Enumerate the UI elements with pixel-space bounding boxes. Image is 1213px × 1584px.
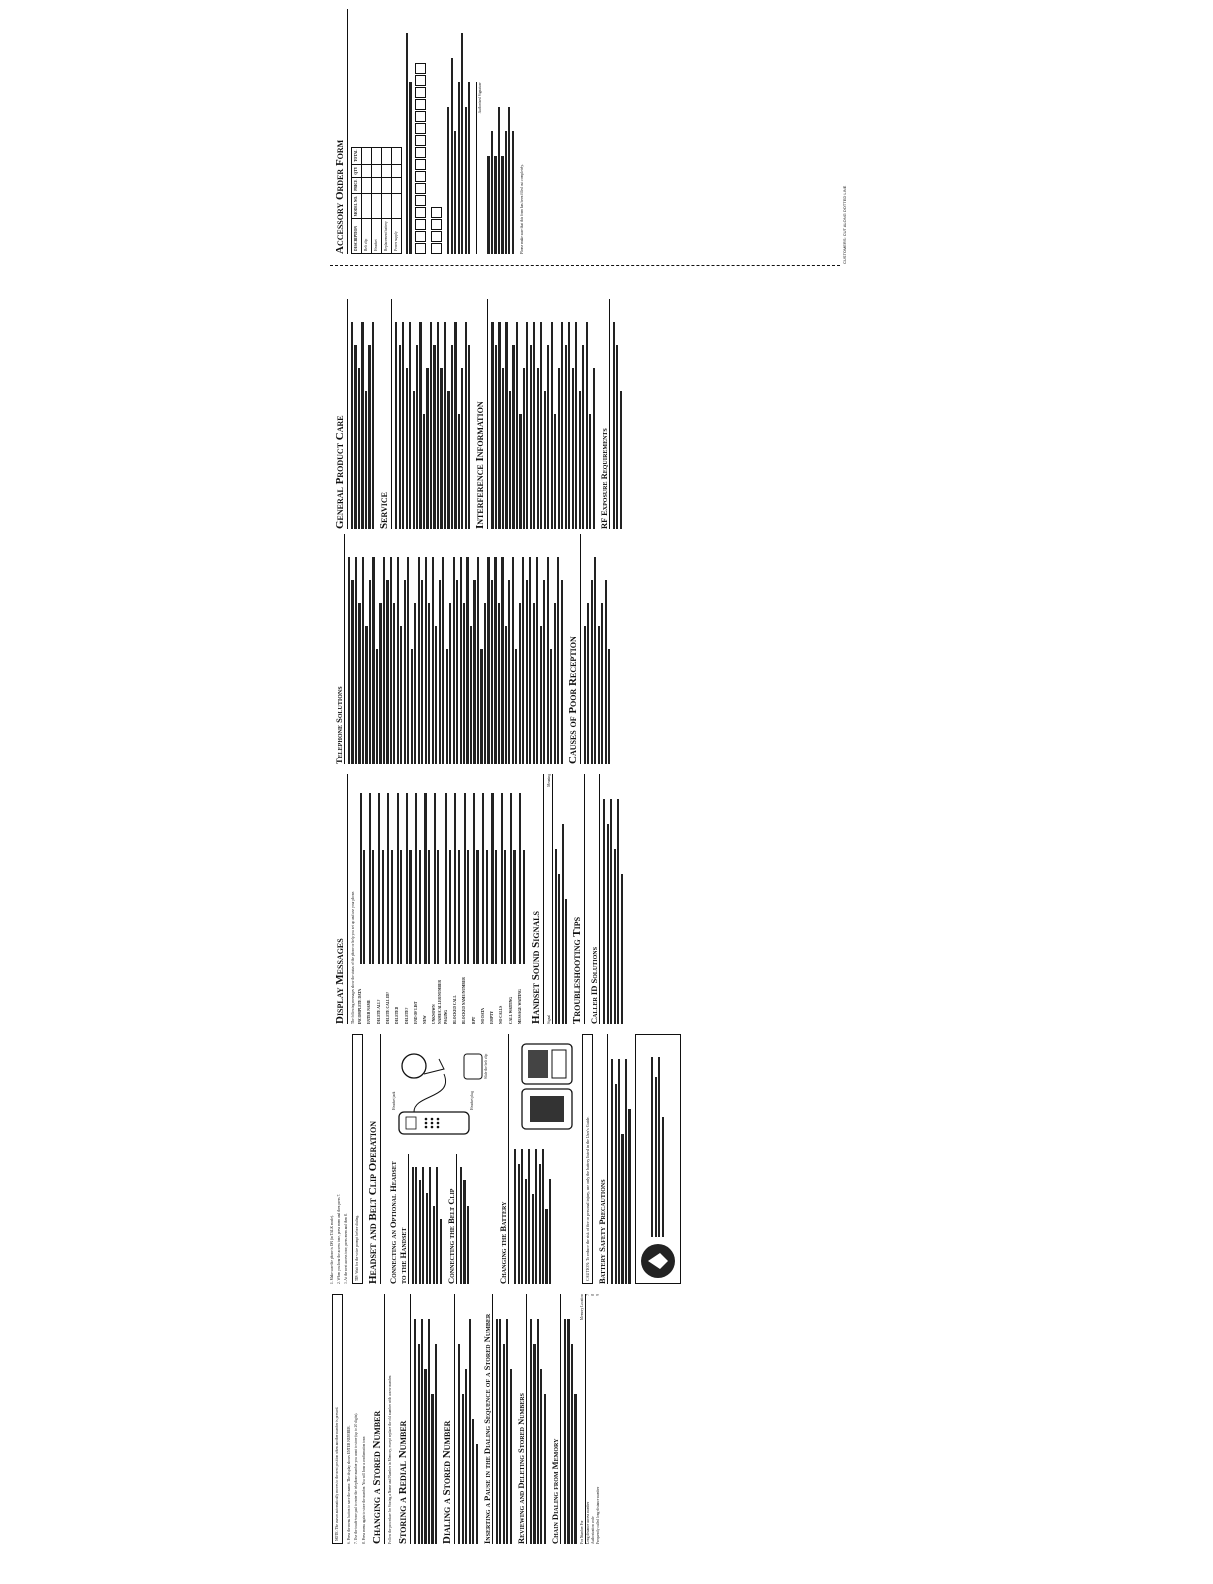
heading-display: Display Messages: [334, 774, 348, 1024]
message-code: BLOCKED CALL: [453, 995, 457, 1024]
panel-2: [330, 1034, 840, 1284]
message-code: PAGING: [443, 1009, 448, 1024]
table-cell: Frequently called long-distance number: [596, 1486, 601, 1544]
message-code: DELETE ALL?: [376, 999, 381, 1024]
message-desc: [453, 774, 461, 964]
message-code: END OF LIST: [413, 1001, 418, 1024]
step: 1. Make sure the phone is ON (in TALK mode).: [330, 1214, 334, 1284]
order-field[interactable]: [372, 164, 382, 177]
rbrc-box: [635, 1034, 681, 1284]
heading-sound: Handset Sound Signals: [530, 774, 544, 1024]
expiry-boxes[interactable]: [431, 9, 444, 254]
order-field[interactable]: [372, 147, 382, 164]
order-header-cell: QTY: [352, 164, 362, 177]
message-desc: [377, 774, 385, 964]
order-header-cell: PRICE: [352, 177, 362, 193]
text-lines: [348, 534, 563, 764]
text-lines: [460, 1154, 469, 1284]
message-desc: [395, 774, 403, 964]
message-row: [472, 774, 480, 1024]
order-header-cell: MODEL NO.: [352, 193, 362, 219]
message-desc: [444, 774, 452, 964]
table-cell: 9: [596, 1294, 601, 1296]
headset-illustration: [384, 1039, 494, 1154]
message-row: [481, 774, 489, 1024]
text-lines: [603, 774, 623, 1024]
step: 8. Press menu again to store the number. You will hear a confirmation tone.: [361, 1435, 366, 1544]
table-cell: Long distance access number: [585, 1501, 590, 1544]
text-lines: [406, 9, 412, 254]
display-intro: The following messages show the status of the phone or help you set up and use your phone.: [351, 890, 355, 1024]
message-desc: [462, 774, 470, 964]
order-item: Headset: [372, 219, 382, 254]
order-row: [382, 147, 392, 253]
order-row: [372, 147, 382, 253]
order-field: [382, 193, 392, 219]
message-desc: [386, 774, 394, 964]
order-field: [392, 177, 402, 193]
message-desc: [499, 774, 507, 964]
message-code: NO CALLS: [499, 1005, 504, 1024]
message-row: [518, 774, 526, 1024]
heading-pause: Inserting a Pause in the Dialing Sequence of a Stored Number: [482, 1294, 493, 1544]
caution-box: CAUTION: To reduce the risk of fire or personal injury, use only the battery listed in the User's Guide.: [582, 1034, 593, 1284]
order-field[interactable]: [392, 147, 402, 164]
text-lines: [613, 299, 622, 529]
text-lines: [447, 9, 470, 254]
note-box: NOTE: The cursor automatically moves to the next position when another number is pressed.: [332, 1294, 343, 1544]
message-row: [395, 774, 403, 1024]
text-lines: [458, 1294, 478, 1544]
message-list: [358, 774, 526, 1024]
message-desc: [414, 774, 422, 964]
cut-label: CUSTOMERS: CUT ALONG DOTTED LINE: [842, 185, 847, 264]
heading-battery-safety: Battery Safety Precautions: [597, 1034, 608, 1284]
heading-callerid: Caller ID Solutions: [589, 774, 600, 1024]
message-row: [377, 774, 385, 1024]
order-field: [372, 177, 382, 193]
message-row: [462, 774, 470, 1024]
message-row: [405, 774, 413, 1024]
message-row: [490, 774, 498, 1024]
panel-1: [330, 1294, 840, 1544]
heading-care: General Product Care: [334, 299, 348, 529]
label-headset-jack: Headset jack: [391, 1091, 396, 1110]
message-desc: [423, 774, 431, 964]
table-row: [596, 1294, 601, 1544]
message-code: MESSAGE WAITING: [517, 989, 522, 1024]
text-lines: [555, 774, 568, 1024]
bottom-note: Please make sure that this form has been filled out completely.: [519, 164, 524, 254]
order-header-row: [352, 147, 362, 253]
table-cell: 7: [585, 1294, 590, 1296]
heading-beltclip: Connecting the Belt Clip: [446, 1154, 457, 1284]
order-table: [351, 147, 402, 254]
message-row: [386, 774, 394, 1024]
order-item: Power supply: [392, 219, 402, 254]
message-row: [499, 774, 507, 1024]
step: 2. When you hear the access tone, press mem and then press 7.: [337, 1193, 342, 1284]
message-desc: [472, 774, 480, 964]
order-field: [382, 177, 392, 193]
order-row: [392, 147, 402, 253]
text-lines: [530, 1294, 546, 1544]
heading-redial: Storing a Redial Number: [397, 1294, 411, 1544]
panel-5: [330, 299, 840, 529]
message-code: DELETE CALL ID?: [386, 992, 390, 1024]
order-field: [392, 193, 402, 219]
order-field: [372, 193, 382, 219]
text-lines: [351, 299, 374, 529]
signature-line[interactable]: [476, 83, 477, 255]
table-cell: 8: [591, 1294, 596, 1296]
message-code: RPT: [471, 1016, 476, 1024]
heading-connecting: Connecting an Optional Headset to the Handset: [388, 1154, 409, 1284]
message-code: EMPTY: [490, 1011, 495, 1024]
table-header: For Number For: [579, 1520, 584, 1544]
order-field[interactable]: [392, 164, 402, 177]
text-lines: [564, 1294, 577, 1544]
battery-illustration-icon: [512, 1039, 582, 1134]
message-row: [423, 774, 431, 1024]
order-field: [362, 193, 372, 219]
message-row: [358, 774, 366, 1024]
message-row: [509, 774, 517, 1024]
table-header: Meaning: [547, 774, 552, 787]
message-code: CALL WAITING: [508, 997, 513, 1024]
tip-box: TIP: Wait for the voice prompt before dialing.: [352, 1034, 363, 1284]
message-row: [414, 774, 422, 1024]
message-desc: [509, 774, 517, 964]
order-field[interactable]: [382, 147, 392, 164]
signature-label: Authorized Signature: [478, 82, 483, 114]
text-lines: [584, 534, 611, 764]
panel-4: [330, 534, 840, 764]
text-lines: [650, 1037, 665, 1237]
text-lines: [412, 1154, 442, 1284]
message-desc: [490, 774, 498, 964]
message-desc: [367, 774, 375, 964]
battery-section: [512, 1034, 582, 1284]
step: 3. At the next access tone, press mem and then 8.: [344, 1213, 349, 1284]
order-item: Belt clip: [362, 219, 372, 254]
text-lines: [395, 299, 470, 529]
message-row: [367, 774, 375, 1024]
message-row: [453, 774, 461, 1024]
text-lines: [496, 1294, 512, 1544]
heading-changing-battery: Changing the Battery: [498, 1034, 509, 1284]
order-field[interactable]: [362, 164, 372, 177]
label-headset-plug: Headset plug: [469, 1091, 474, 1110]
order-field[interactable]: [362, 147, 372, 164]
message-code: BLOCKED NAME/NUMBER: [462, 977, 467, 1024]
message-code: UNKNOWN NAME/CALLER/NUMBER: [432, 980, 442, 1024]
step: 6. Press the menu button to save the name. The display shows ENTER NUMBER.: [347, 1425, 352, 1544]
card-number-boxes[interactable]: [415, 9, 428, 254]
message-code: NO DATA: [480, 1008, 485, 1024]
label-slide: Slide the belt clip: [483, 1053, 488, 1079]
heading-dialing: Dialing a Stored Number: [441, 1294, 455, 1544]
table-header: Signal: [547, 1014, 552, 1024]
text-lines: [487, 9, 514, 254]
message-desc: [432, 774, 442, 964]
headset-section: [384, 1034, 494, 1284]
message-row: [432, 774, 442, 1024]
heading-headset: Headset and Belt Clip Operation: [367, 1034, 381, 1284]
message-row: [444, 774, 452, 1024]
order-field: [362, 177, 372, 193]
message-code: DELETED: [395, 1006, 400, 1024]
panel-order-form: [330, 9, 840, 254]
changing-text: Follow the procedure for Storing a Name and Number in Memory, except replace the old number with a new number.: [387, 1374, 392, 1544]
order-item: Replacement battery: [382, 219, 392, 254]
message-desc: [481, 774, 489, 964]
step: 7. Use the touch-tone pad to enter the telephone number you want to store (up to 20 digits).: [354, 1412, 359, 1544]
panel-3: [330, 774, 840, 1024]
text-lines: [611, 1034, 631, 1284]
order-row: [362, 147, 372, 253]
order-field[interactable]: [382, 164, 392, 177]
sound-table-head: [547, 774, 553, 1024]
message-code: NEW: [423, 1015, 428, 1024]
text-lines: [414, 1294, 437, 1544]
order-header-cell: TOTAL: [352, 147, 362, 164]
heading-interference: Interference Information: [474, 299, 488, 529]
order-header-cell: DESCRIPTION: [352, 219, 362, 254]
heading-telephone: Telephone Solutions: [334, 534, 345, 764]
message-desc: [358, 774, 366, 964]
heading-poor: Causes of Poor Reception: [567, 534, 581, 764]
table-cell: Authorization code: [591, 1516, 596, 1544]
message-code: INCOMPLETE DATA: [358, 988, 363, 1024]
heading-reviewing: Reviewing and Deleting Stored Numbers: [516, 1294, 527, 1544]
heading-order: Accessory Order Form: [334, 9, 348, 254]
message-desc: [405, 774, 413, 964]
heading-rf: RF Exposure Requirements: [599, 299, 610, 529]
table-header: Memory Location: [579, 1294, 584, 1321]
text-lines: [513, 1134, 581, 1284]
rbrc-seal-icon: [638, 1241, 678, 1281]
heading-trouble: Troubleshooting Tips: [571, 774, 585, 1024]
message-code: ENTER NAME: [367, 999, 372, 1024]
cut-line: [330, 265, 840, 266]
heading-service: Service: [378, 299, 392, 529]
text-lines: [491, 299, 594, 529]
heading-changing: Changing a Stored Number: [371, 1294, 385, 1544]
message-desc: [518, 774, 526, 964]
heading-chain: Chain Dialing from Memory: [550, 1294, 561, 1544]
phone-headset-icon: [384, 1039, 494, 1154]
message-code: DELETE?: [404, 1007, 409, 1024]
